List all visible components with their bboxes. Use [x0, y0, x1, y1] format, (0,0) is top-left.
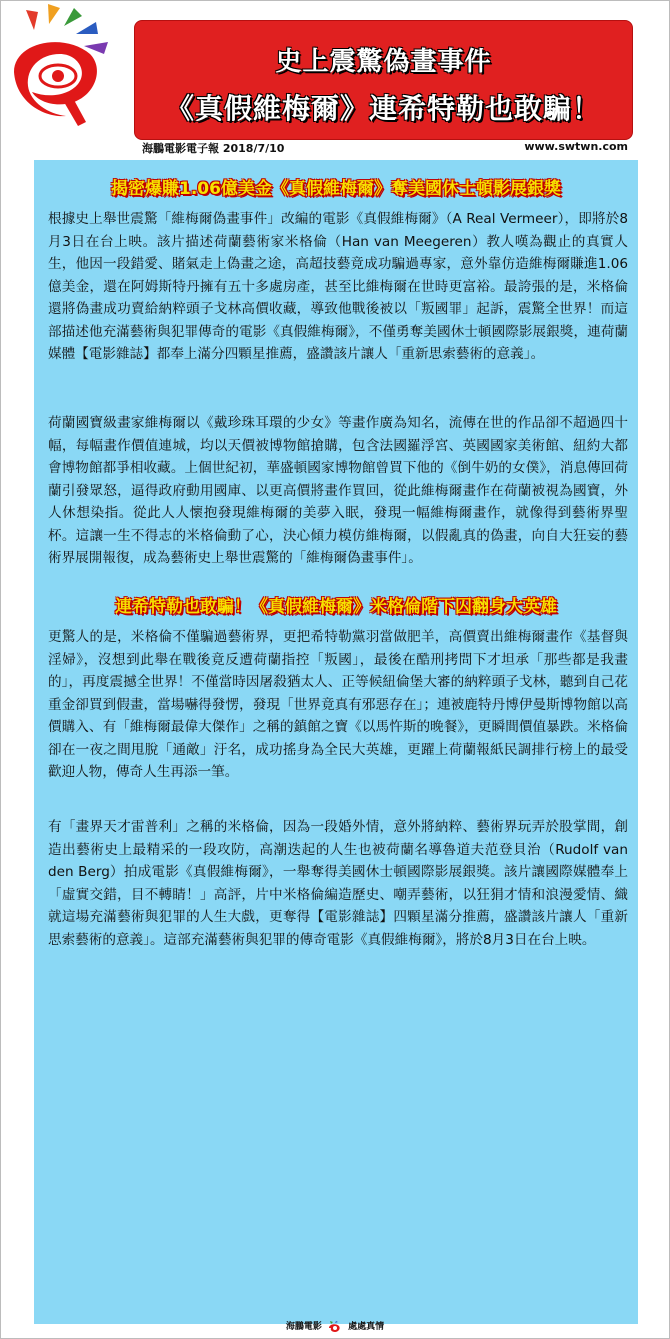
- section-heading-1: 揭密爆賺1.06億美金《真假維梅爾》奪美國休士頓影展銀獎: [111, 179, 561, 199]
- swtwn-logo-icon: [4, 2, 134, 130]
- section-heading-2: 連希特勒也敢騙！《真假維梅爾》米格倫階下囚翻身大英雄: [115, 597, 557, 617]
- website-link[interactable]: www.swtwn.com: [524, 140, 628, 153]
- source-date: 海鵬電影電子報 2018/7/10: [142, 142, 285, 155]
- article-panel: [34, 160, 638, 1324]
- footer: [0, 1319, 670, 1333]
- page-title-line1: 史上震驚偽畫事件: [275, 47, 492, 77]
- swtwn-mini-logo-icon: [328, 1321, 342, 1333]
- footer-left-text: 海鵬電影: [285, 1322, 322, 1332]
- article-paragraph-4: 有「畫界天才雷普利」之稱的米格倫，因為一段婚外情，意外將納粹、藝術界玩弄於股掌間，創造出藝術史上最精采的一段攻防，高潮迭起的人生也被荷蘭名導魯道夫范登貝治（Rudolf van den Berg）拍成電影《真假維梅爾》，一舉奪得美國休士頓國際影展銀獎。該片讓國際媒體奉上「虛實交錯，目不轉睛！」高評，片中米格倫編造歷史、嘲弄藝術，以狂狷才情和浪漫愛情、織就這場充滿藝術與犯罪的人生大戲，更奪得【電影雜誌】四顆星滿分推薦，盛讚該片讓人「重新思索藝術的意義」。這部充滿藝術與犯罪的傳奇電影《真假維梅爾》，將於8月3日在台上映。: [48, 819, 628, 948]
- article-paragraph-3: 更驚人的是，米格倫不僅騙過藝術界，更把希特勒黨羽當做肥羊，高價賣出維梅爾畫作《基督與淫婦》，沒想到此舉在戰後竟反遭荷蘭指控「叛國」，最後在酷刑拷問下才坦承「那些都是我畫的」，再度震撼全世界！不僅當時因屠殺猶太人、正等候紐倫堡大審的納粹頭子戈林，聽到自己花重金卻買到假畫，當場嚇得發愣，發現「世界竟真有邪惡存在」；連被鹿特丹博伊曼斯博物館以高價購入、有「維梅爾最偉大傑作」之稱的鎮館之寶《以馬忤斯的晚餐》，更瞬間價值暴跌。米格倫卻在一夜之間甩脫「通敵」汙名，成功搖身為全民大英雄，更躍上荷蘭報紙民調排行榜上的最受歡迎人物，傳奇人生再添一筆。: [48, 629, 628, 780]
- header-banner: [134, 20, 633, 140]
- footer-right-text: 處處真情: [348, 1322, 385, 1332]
- page-title-line2: 《真假維梅爾》連希特勒也敢騙！: [165, 92, 601, 125]
- article-paragraph-2: 荷蘭國寶級畫家維梅爾以《戴珍珠耳環的少女》等畫作廣為知名，流傳在世的作品卻不超過四十幅，每幅畫作價值連城，均以天價被博物館搶購，包含法國羅浮宮、英國國家美術館、紐約大都會博物館都爭相收藏。上個世紀初，華盛頓國家博物館曾買下他的《倒牛奶的女僕》，消息傳回荷蘭引發眾怒，逼得政府動用國庫、以更高價將畫作買回，從此維梅爾畫作在荷蘭被視為國寶，外人休想染指。從此人人懷抱發現維梅爾的美夢入眠，發現一幅維梅爾畫作，就像得到藝術界聖杯。這讓一生不得志的米格倫動了心，決心傾力模仿維梅爾，以假亂真的偽畫，向自大狂妄的藝術界展開報復，成為藝術史上舉世震驚的「維梅爾偽畫事件」。: [48, 415, 628, 566]
- article-paragraph-1: 根據史上舉世震驚「維梅爾偽畫事件」改編的電影《真假維梅爾》（A Real Vermeer），即將於8月3日在台上映。該片描述荷蘭藝術家米格倫（Han van Meegeren）教人嘆為觀止的真實人生，他因一段錯愛、賭氣走上偽畫之途，高超技藝竟成功騙過專家，意外靠仿造維梅爾賺進1.06億美金，還在阿姆斯特丹擁有五十多處房產，甚至比維梅爾在世時更富裕。最誇張的是，米格倫還將偽畫成功賣給納粹頭子戈林高價收藏，導致他戰後被以「叛國罪」起訴，震驚全世界！而這部描述他充滿藝術與犯罪傳奇的電影《真假維梅爾》，不僅勇奪美國休士頓國際影展銀獎，連荷蘭媒體【電影雜誌】都奉上滿分四顆星推薦，盛讚該片讓人「重新思索藝術的意義」。: [48, 211, 628, 362]
